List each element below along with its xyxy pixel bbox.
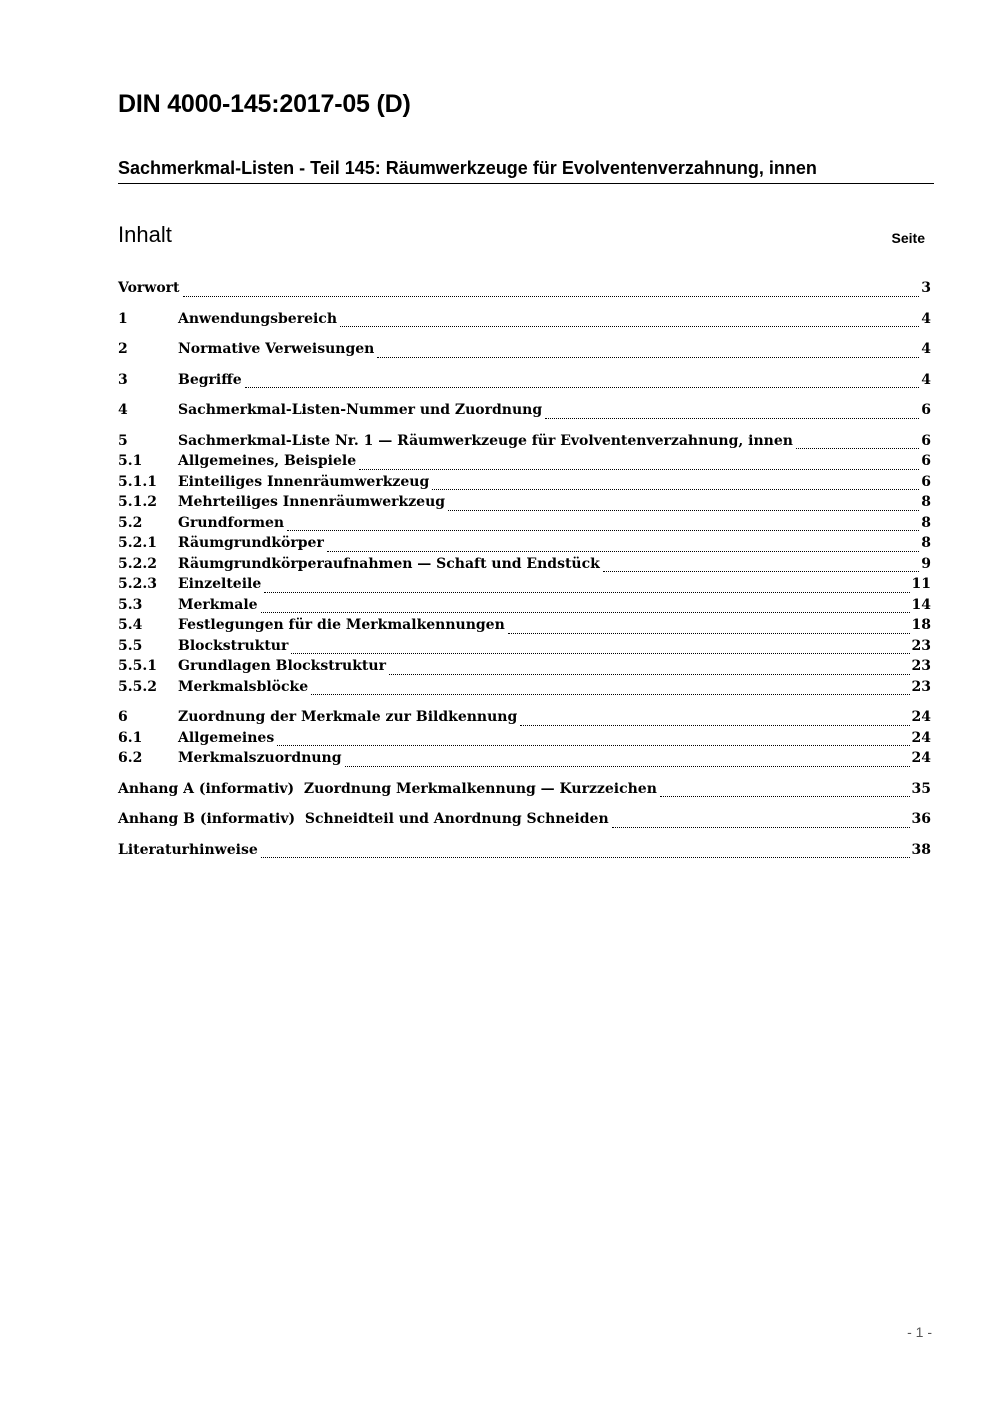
toc-entry-number: 5 (118, 432, 128, 449)
toc-entry-5-1-1[interactable] (118, 474, 931, 495)
toc-entry-title: Festlegungen für die Merkmalkennungen (178, 617, 505, 633)
toc-entry-title: Merkmalsblöcke (178, 678, 309, 695)
toc-entry-title: Literaturhinweise (118, 841, 258, 858)
toc-entry-2[interactable] (118, 341, 931, 362)
toc-entry-page: 6 (921, 453, 931, 469)
toc-entry-title: Allgemeines (178, 729, 275, 746)
toc-entry-title: Räumgrundkörper (178, 535, 324, 551)
toc-entry-5-5[interactable] (118, 638, 931, 659)
toc-leader (520, 724, 909, 726)
toc-leader (660, 795, 910, 797)
toc-entry-number: 1 (118, 310, 128, 327)
toc-entry-number: 5.5.1 (118, 658, 157, 674)
toc-leader (545, 417, 919, 419)
toc-entry-title: Einteiliges Innenräumwerkzeug (178, 473, 430, 490)
toc-entry-title: Zuordnung der Merkmale zur Bildkennung (178, 709, 518, 725)
toc-entry-vorwort[interactable] (118, 280, 931, 301)
toc-entry-page: 6 (921, 473, 931, 490)
toc-entry-5-2-3[interactable] (118, 576, 931, 597)
toc-entry-page: 36 (911, 811, 931, 827)
toc-entry-title: Merkmale (178, 596, 258, 613)
toc-entry-number: 6 (118, 709, 128, 725)
toc-entry-page: 11 (911, 576, 931, 592)
toc-entry-title: Einzelteile (178, 576, 262, 592)
toc-entry-anhang-b[interactable] (118, 811, 931, 832)
toc-leader (508, 632, 910, 634)
toc-entry-title: Merkmalszuordnung (178, 750, 342, 766)
toc-entry-number: 3 (118, 371, 128, 388)
toc-entry-page: 35 (911, 780, 931, 797)
toc-entry-page: 8 (921, 514, 931, 531)
toc-entry-number: 5.2.3 (118, 576, 157, 592)
toc-entry-3[interactable] (118, 372, 931, 393)
toc-entry-5-1-2[interactable] (118, 494, 931, 515)
toc-leader (183, 295, 920, 297)
toc-entry-5-2[interactable] (118, 515, 931, 536)
toc-entry-title: Anwendungsbereich (178, 310, 337, 327)
toc-leader (448, 509, 919, 511)
toc-leader (796, 447, 919, 449)
toc-entry-6-2[interactable] (118, 750, 931, 771)
toc-leader (277, 744, 909, 746)
toc-entry-5-3[interactable] (118, 597, 931, 618)
toc-leader (359, 468, 919, 470)
toc-entry-title: Sachmerkmal-Listen-Nummer und Zuordnung (178, 402, 543, 418)
toc-leader (603, 570, 919, 572)
toc-entry-number: 5.3 (118, 596, 143, 613)
toc-entry-page: 38 (911, 841, 931, 858)
toc-entry-number: 5.5 (118, 637, 143, 654)
toc-entry-number: 5.1 (118, 453, 143, 469)
toc-entry-page: 4 (921, 371, 931, 388)
toc-entry-literaturhinweise[interactable] (118, 842, 931, 863)
toc-entry-page: 6 (921, 402, 931, 418)
toc-entry-title: Mehrteiliges Innenräumwerkzeug (178, 494, 446, 510)
toc-entry-number: 5.2 (118, 514, 143, 531)
title-rule (118, 183, 934, 184)
toc-entry-5-2-2[interactable] (118, 556, 931, 577)
toc-leader (340, 325, 919, 327)
toc-entry-5[interactable] (118, 433, 931, 454)
toc-entry-number: 2 (118, 341, 128, 357)
toc-entry-page: 8 (921, 535, 931, 551)
toc-leader (327, 550, 919, 552)
toc-entry-5-5-2[interactable] (118, 679, 931, 700)
toc-entry-page: 24 (911, 729, 931, 746)
table-of-contents (118, 280, 931, 862)
toc-leader (261, 856, 910, 858)
toc-entry-title: Sachmerkmal-Liste Nr. 1 — Räumwerkzeuge für Evolventenverzahnung, innen (178, 432, 793, 449)
toc-entry-title: Blockstruktur (178, 637, 289, 654)
toc-leader (432, 488, 919, 490)
toc-entry-page: 14 (911, 596, 931, 613)
toc-leader (261, 611, 910, 613)
toc-entry-title: Grundformen (178, 514, 285, 531)
toc-entry-number: 5.4 (118, 617, 143, 633)
toc-entry-1[interactable] (118, 311, 931, 332)
toc-leader (245, 386, 920, 388)
toc-entry-page: 3 (921, 280, 931, 296)
toc-entry-number: 5.5.2 (118, 678, 157, 695)
toc-entry-page: 4 (921, 341, 931, 357)
toc-entry-number: 6.1 (118, 729, 143, 746)
toc-leader (377, 356, 919, 358)
footer-page-number: - 1 - (907, 1324, 932, 1340)
toc-entry-title: Normative Verweisungen (178, 341, 375, 357)
toc-entry-number: 4 (118, 402, 128, 418)
toc-leader (264, 591, 909, 593)
toc-entry-6[interactable] (118, 709, 931, 730)
toc-entry-number: 5.1.1 (118, 473, 157, 490)
toc-entry-5-2-1[interactable] (118, 535, 931, 556)
page-column-label: Seite (891, 230, 925, 246)
toc-entry-page: 23 (911, 637, 931, 654)
toc-entry-page: 18 (911, 617, 931, 633)
toc-entry-page: 24 (911, 709, 931, 725)
toc-leader (345, 765, 910, 767)
toc-entry-page: 9 (921, 555, 931, 572)
toc-entry-page: 23 (911, 658, 931, 674)
toc-entry-number: 6.2 (118, 750, 143, 766)
toc-entry-title: Anhang A (informativ) Zuordnung Merkmalkennung — Kurzzeichen (118, 780, 657, 797)
toc-entry-number: 5.2.1 (118, 535, 157, 551)
toc-leader (311, 693, 909, 695)
toc-leader (612, 826, 910, 828)
toc-entry-anhang-a[interactable] (118, 781, 931, 802)
toc-entry-title: Vorwort (118, 280, 180, 296)
toc-entry-title: Räumgrundkörperaufnahmen — Schaft und Endstück (178, 555, 600, 572)
toc-leader (287, 529, 919, 531)
toc-entry-title: Allgemeines, Beispiele (178, 453, 357, 469)
toc-entry-5-1[interactable] (118, 453, 931, 474)
document-title: DIN 4000-145:2017-05 (D) (118, 90, 411, 118)
toc-entry-page: 8 (921, 494, 931, 510)
toc-entry-5-5-1[interactable] (118, 658, 931, 679)
toc-entry-number: 5.2.2 (118, 555, 157, 572)
toc-leader (389, 673, 910, 675)
document-subtitle: Sachmerkmal-Listen - Teil 145: Räumwerkzeuge für Evolventenverzahnung, innen (118, 158, 817, 178)
toc-entry-title: Begriffe (178, 371, 242, 388)
toc-entry-page: 4 (921, 310, 931, 327)
toc-entry-page: 24 (911, 750, 931, 766)
toc-heading: Inhalt (118, 222, 172, 247)
toc-entry-page: 23 (911, 678, 931, 695)
toc-entry-4[interactable] (118, 402, 931, 423)
toc-entry-title: Grundlagen Blockstruktur (178, 658, 386, 674)
toc-entry-5-4[interactable] (118, 617, 931, 638)
toc-entry-6-1[interactable] (118, 730, 931, 751)
toc-leader (291, 652, 909, 654)
toc-entry-number: 5.1.2 (118, 494, 157, 510)
toc-entry-page: 6 (921, 432, 931, 449)
toc-entry-title: Anhang B (informativ) Schneidteil und Anordnung Schneiden (118, 811, 609, 827)
